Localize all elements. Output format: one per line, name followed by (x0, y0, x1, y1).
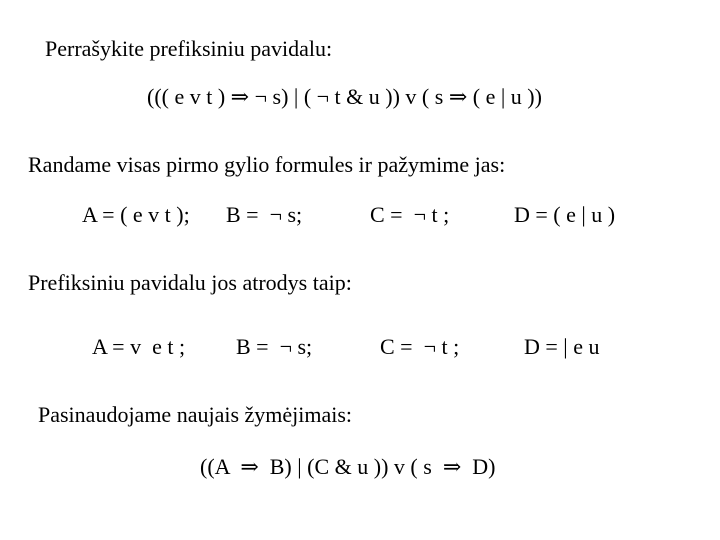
subformula-heading: Randame visas pirmo gylio formules ir pažymime jas: (28, 152, 506, 177)
subformula-b: B = ¬ s; (226, 202, 303, 227)
subformula-c: C = ¬ t ; (370, 202, 450, 227)
prefix-form-b: B = ¬ s; (236, 334, 313, 359)
intro-label: Perrašykite prefiksiniu pavidalu: (45, 36, 333, 61)
new-notation-heading: Pasinaudojame naujais žymėjimais: (38, 402, 353, 427)
final-formula: ((A ⇒ B) | (C & u )) v ( s ⇒ D) (200, 454, 496, 479)
prefix-form-c: C = ¬ t ; (380, 334, 460, 359)
subformula-a: A = ( e v t ); (82, 202, 190, 227)
original-formula: ((( e v t ) ⇒ ¬ s) | ( ¬ t & u )) v ( s ⇒ ( e | u )) (147, 84, 542, 109)
prefix-form-d: D = | e u (524, 334, 600, 359)
prefix-heading: Prefiksiniu pavidalu jos atrodys taip: (28, 270, 352, 295)
prefix-form-a: A = v e t ; (92, 334, 186, 359)
subformula-d: D = ( e | u ) (514, 202, 616, 227)
